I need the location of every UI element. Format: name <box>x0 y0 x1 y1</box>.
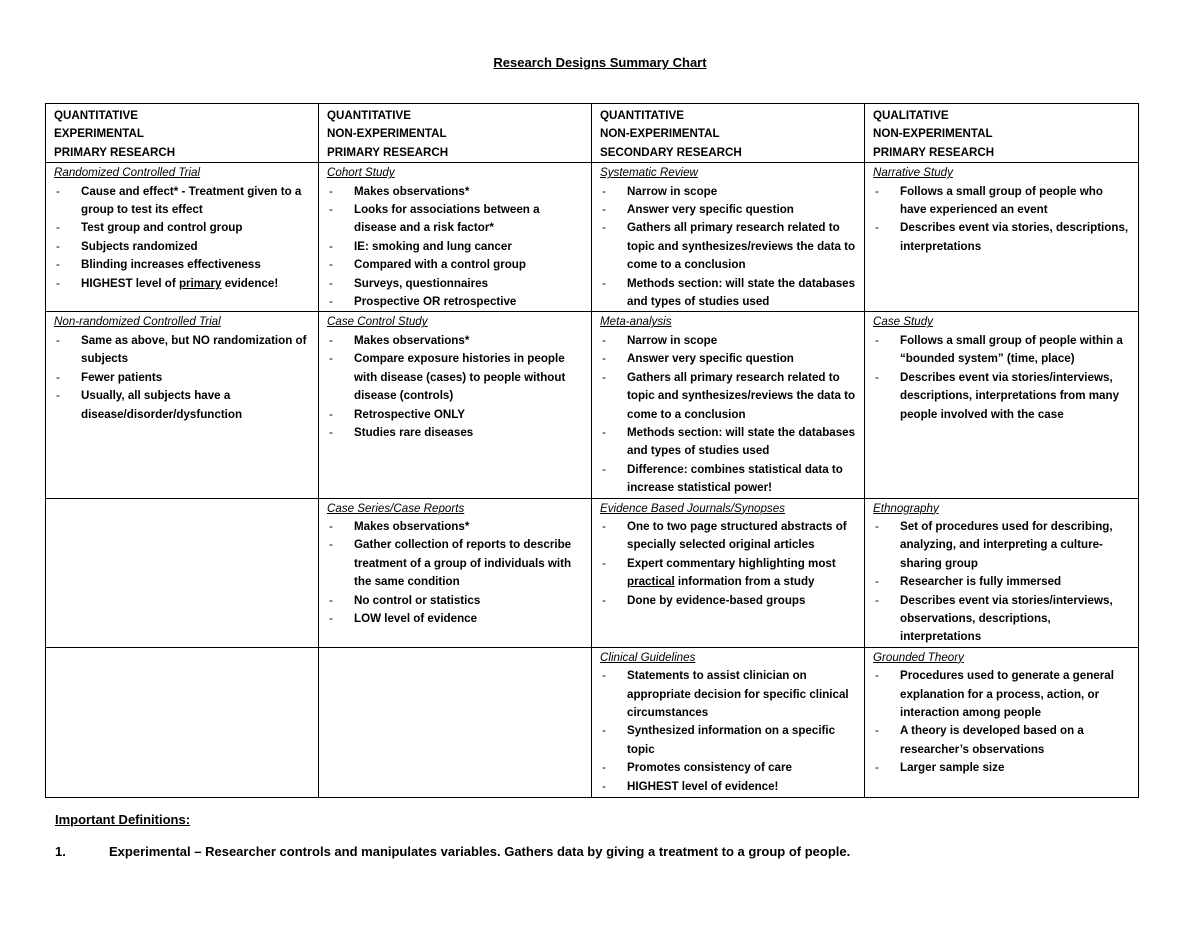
design-bullet: - Same as above, but NO randomization of subjects <box>54 332 310 369</box>
design-bullet: - Difference: combines statistical data to increase statistical power! <box>600 461 856 498</box>
definition-number: 1. <box>55 844 66 859</box>
design-bullet: - Gather collection of reports to describe treatment of a group of individuals with the same condition <box>327 536 583 591</box>
design-bullet: - HIGHEST level of primary evidence! <box>54 275 310 293</box>
design-cell <box>865 163 1139 312</box>
header-line: NON-EXPERIMENTAL <box>873 127 993 141</box>
design-row <box>46 647 1139 797</box>
design-bullet: - Describes event via stories/interviews, observations, descriptions, interpretations <box>873 592 1130 647</box>
design-bullet: - Answer very specific question <box>600 350 856 368</box>
design-bullet-list <box>873 518 1130 647</box>
design-bullet-list <box>873 667 1130 777</box>
design-title: Case Control Study <box>327 315 428 329</box>
design-bullet: - IE: smoking and lung cancer <box>327 238 583 256</box>
design-cell <box>865 312 1139 498</box>
design-cell <box>319 163 592 312</box>
design-bullet: - Test group and control group <box>54 219 310 237</box>
design-bullet: - Usually, all subjects have a disease/disorder/dysfunction <box>54 387 310 424</box>
design-bullet: - A theory is developed based on a researcher’s observations <box>873 722 1130 759</box>
design-bullet: - Larger sample size <box>873 759 1130 777</box>
design-row <box>46 498 1139 647</box>
design-bullet: - Follows a small group of people within a “bounded system” (time, place) <box>873 332 1130 369</box>
design-bullet: - HIGHEST level of evidence! <box>600 778 856 796</box>
design-bullet: - One to two page structured abstracts of specially selected original articles <box>600 518 856 555</box>
design-cell <box>46 312 319 498</box>
design-row <box>46 312 1139 498</box>
design-bullet-list <box>327 518 583 628</box>
design-cell <box>592 312 865 498</box>
header-line: QUALITATIVE <box>873 109 949 122</box>
design-bullet: - Set of procedures used for describing, analyzing, and interpreting a culture-sharing group <box>873 518 1130 573</box>
design-title: Non-randomized Controlled Trial <box>54 315 221 329</box>
design-cell <box>319 647 592 797</box>
header-line: PRIMARY RESEARCH <box>873 145 995 159</box>
design-title: Randomized Controlled Trial <box>54 166 201 180</box>
design-bullet-list <box>54 183 310 293</box>
design-cell <box>592 163 865 312</box>
design-bullet: - Makes observations* <box>327 332 583 350</box>
design-bullet: - Procedures used to generate a general explanation for a process, action, or interaction among people <box>873 667 1130 722</box>
design-bullet: - Cause and effect* - Treatment given to a group to test its effect <box>54 183 310 220</box>
definition-item <box>55 844 850 859</box>
design-cell <box>46 647 319 797</box>
design-title: Cohort Study <box>327 166 395 180</box>
header-line: SECONDARY RESEARCH <box>600 145 742 159</box>
design-bullet-list <box>873 183 1130 257</box>
design-bullet: - Compare exposure histories in people with disease (cases) to people without disease (controls) <box>327 350 583 405</box>
header-line: QUANTITATIVE <box>54 109 138 122</box>
design-bullet: - Narrow in scope <box>600 332 856 350</box>
design-bullet-list <box>600 518 856 610</box>
emphasized-word: practical <box>627 575 675 589</box>
design-title: Clinical Guidelines <box>600 650 696 664</box>
design-bullet: - Methods section: will state the databases and types of studies used <box>600 424 856 461</box>
design-bullet: - Expert commentary highlighting most practical information from a study <box>600 555 856 592</box>
design-bullet-list <box>327 332 583 442</box>
research-designs-table <box>45 103 1139 798</box>
header-line: PRIMARY RESEARCH <box>54 145 176 159</box>
design-bullet: - Done by evidence-based groups <box>600 592 856 610</box>
design-cell <box>319 312 592 498</box>
design-bullet: - Retrospective ONLY <box>327 406 583 424</box>
design-bullet-list <box>600 667 856 796</box>
document-title: Research Designs Summary Chart <box>493 55 707 70</box>
design-bullet: - Statements to assist clinician on appropriate decision for specific clinical circumstances <box>600 667 856 722</box>
column-header-2 <box>319 104 592 163</box>
header-line: QUANTITATIVE <box>327 109 411 122</box>
design-title: Systematic Review <box>600 166 698 180</box>
emphasized-word: primary <box>178 276 222 290</box>
design-bullet: - Makes observations* <box>327 183 583 201</box>
design-bullet-list <box>873 332 1130 424</box>
column-header-1 <box>46 104 319 163</box>
design-title: Ethnography <box>873 501 939 515</box>
design-title: Case Study <box>873 315 933 329</box>
design-bullet: - Narrow in scope <box>600 183 856 201</box>
design-bullet: - No control or statistics <box>327 592 583 610</box>
header-line: EXPERIMENTAL <box>54 127 144 141</box>
design-bullet: - Methods section: will state the databases and types of studies used <box>600 275 856 312</box>
design-bullet: - Makes observations* <box>327 518 583 536</box>
design-bullet: - Answer very specific question <box>600 201 856 219</box>
design-bullet: - Subjects randomized <box>54 238 310 256</box>
design-bullet-list <box>600 332 856 498</box>
design-title: Narrative Study <box>873 166 953 180</box>
design-bullet: - Prospective OR retrospective <box>327 293 583 311</box>
design-bullet: - Follows a small group of people who have experienced an event <box>873 183 1130 220</box>
design-cell <box>865 498 1139 647</box>
definitions-heading: Important Definitions: <box>55 812 191 827</box>
design-bullet: - Looks for associations between a disease and a risk factor* <box>327 201 583 238</box>
design-cell <box>319 498 592 647</box>
header-line: PRIMARY RESEARCH <box>327 145 449 159</box>
column-header-3 <box>592 104 865 163</box>
design-bullet: - Gathers all primary research related to topic and synthesizes/reviews the data to come to a conclusion <box>600 369 856 424</box>
design-bullet: - Studies rare diseases <box>327 424 583 442</box>
design-bullet-list <box>54 332 310 424</box>
design-title: Case Series/Case Reports <box>327 501 465 515</box>
header-line: QUANTITATIVE <box>600 109 684 122</box>
design-bullet: - Gathers all primary research related to topic and synthesizes/reviews the data to come to a conclusion <box>600 219 856 274</box>
design-cell <box>865 647 1139 797</box>
design-bullet-list <box>600 183 856 312</box>
design-cell <box>592 498 865 647</box>
design-bullet: - Researcher is fully immersed <box>873 573 1130 591</box>
design-bullet: - Promotes consistency of care <box>600 759 856 777</box>
design-bullet: - LOW level of evidence <box>327 610 583 628</box>
design-bullet: - Describes event via stories, descriptions, interpretations <box>873 219 1130 256</box>
design-cell <box>46 498 319 647</box>
design-bullet: - Synthesized information on a specific topic <box>600 722 856 759</box>
design-bullet: - Fewer patients <box>54 369 310 387</box>
design-bullet: - Compared with a control group <box>327 256 583 274</box>
design-bullet: - Surveys, questionnaires <box>327 275 583 293</box>
header-row <box>46 104 1139 163</box>
design-bullet: - Describes event via stories/interviews, descriptions, interpretations from many people involved with the case <box>873 369 1130 424</box>
design-cell <box>46 163 319 312</box>
design-title: Grounded Theory <box>873 650 964 664</box>
design-rows <box>46 163 1139 798</box>
column-header-4 <box>865 104 1139 163</box>
design-bullet-list <box>327 183 583 312</box>
design-title: Meta-analysis <box>600 315 672 329</box>
definition-text: Experimental – Researcher controls and manipulates variables. Gathers data by giving a treatment to a group of people. <box>109 844 851 859</box>
design-bullet: - Blinding increases effectiveness <box>54 256 310 274</box>
design-row <box>46 163 1139 312</box>
design-title: Evidence Based Journals/Synopses <box>600 501 785 515</box>
header-line: NON-EXPERIMENTAL <box>600 127 720 141</box>
header-line: NON-EXPERIMENTAL <box>327 127 447 141</box>
design-cell <box>592 647 865 797</box>
